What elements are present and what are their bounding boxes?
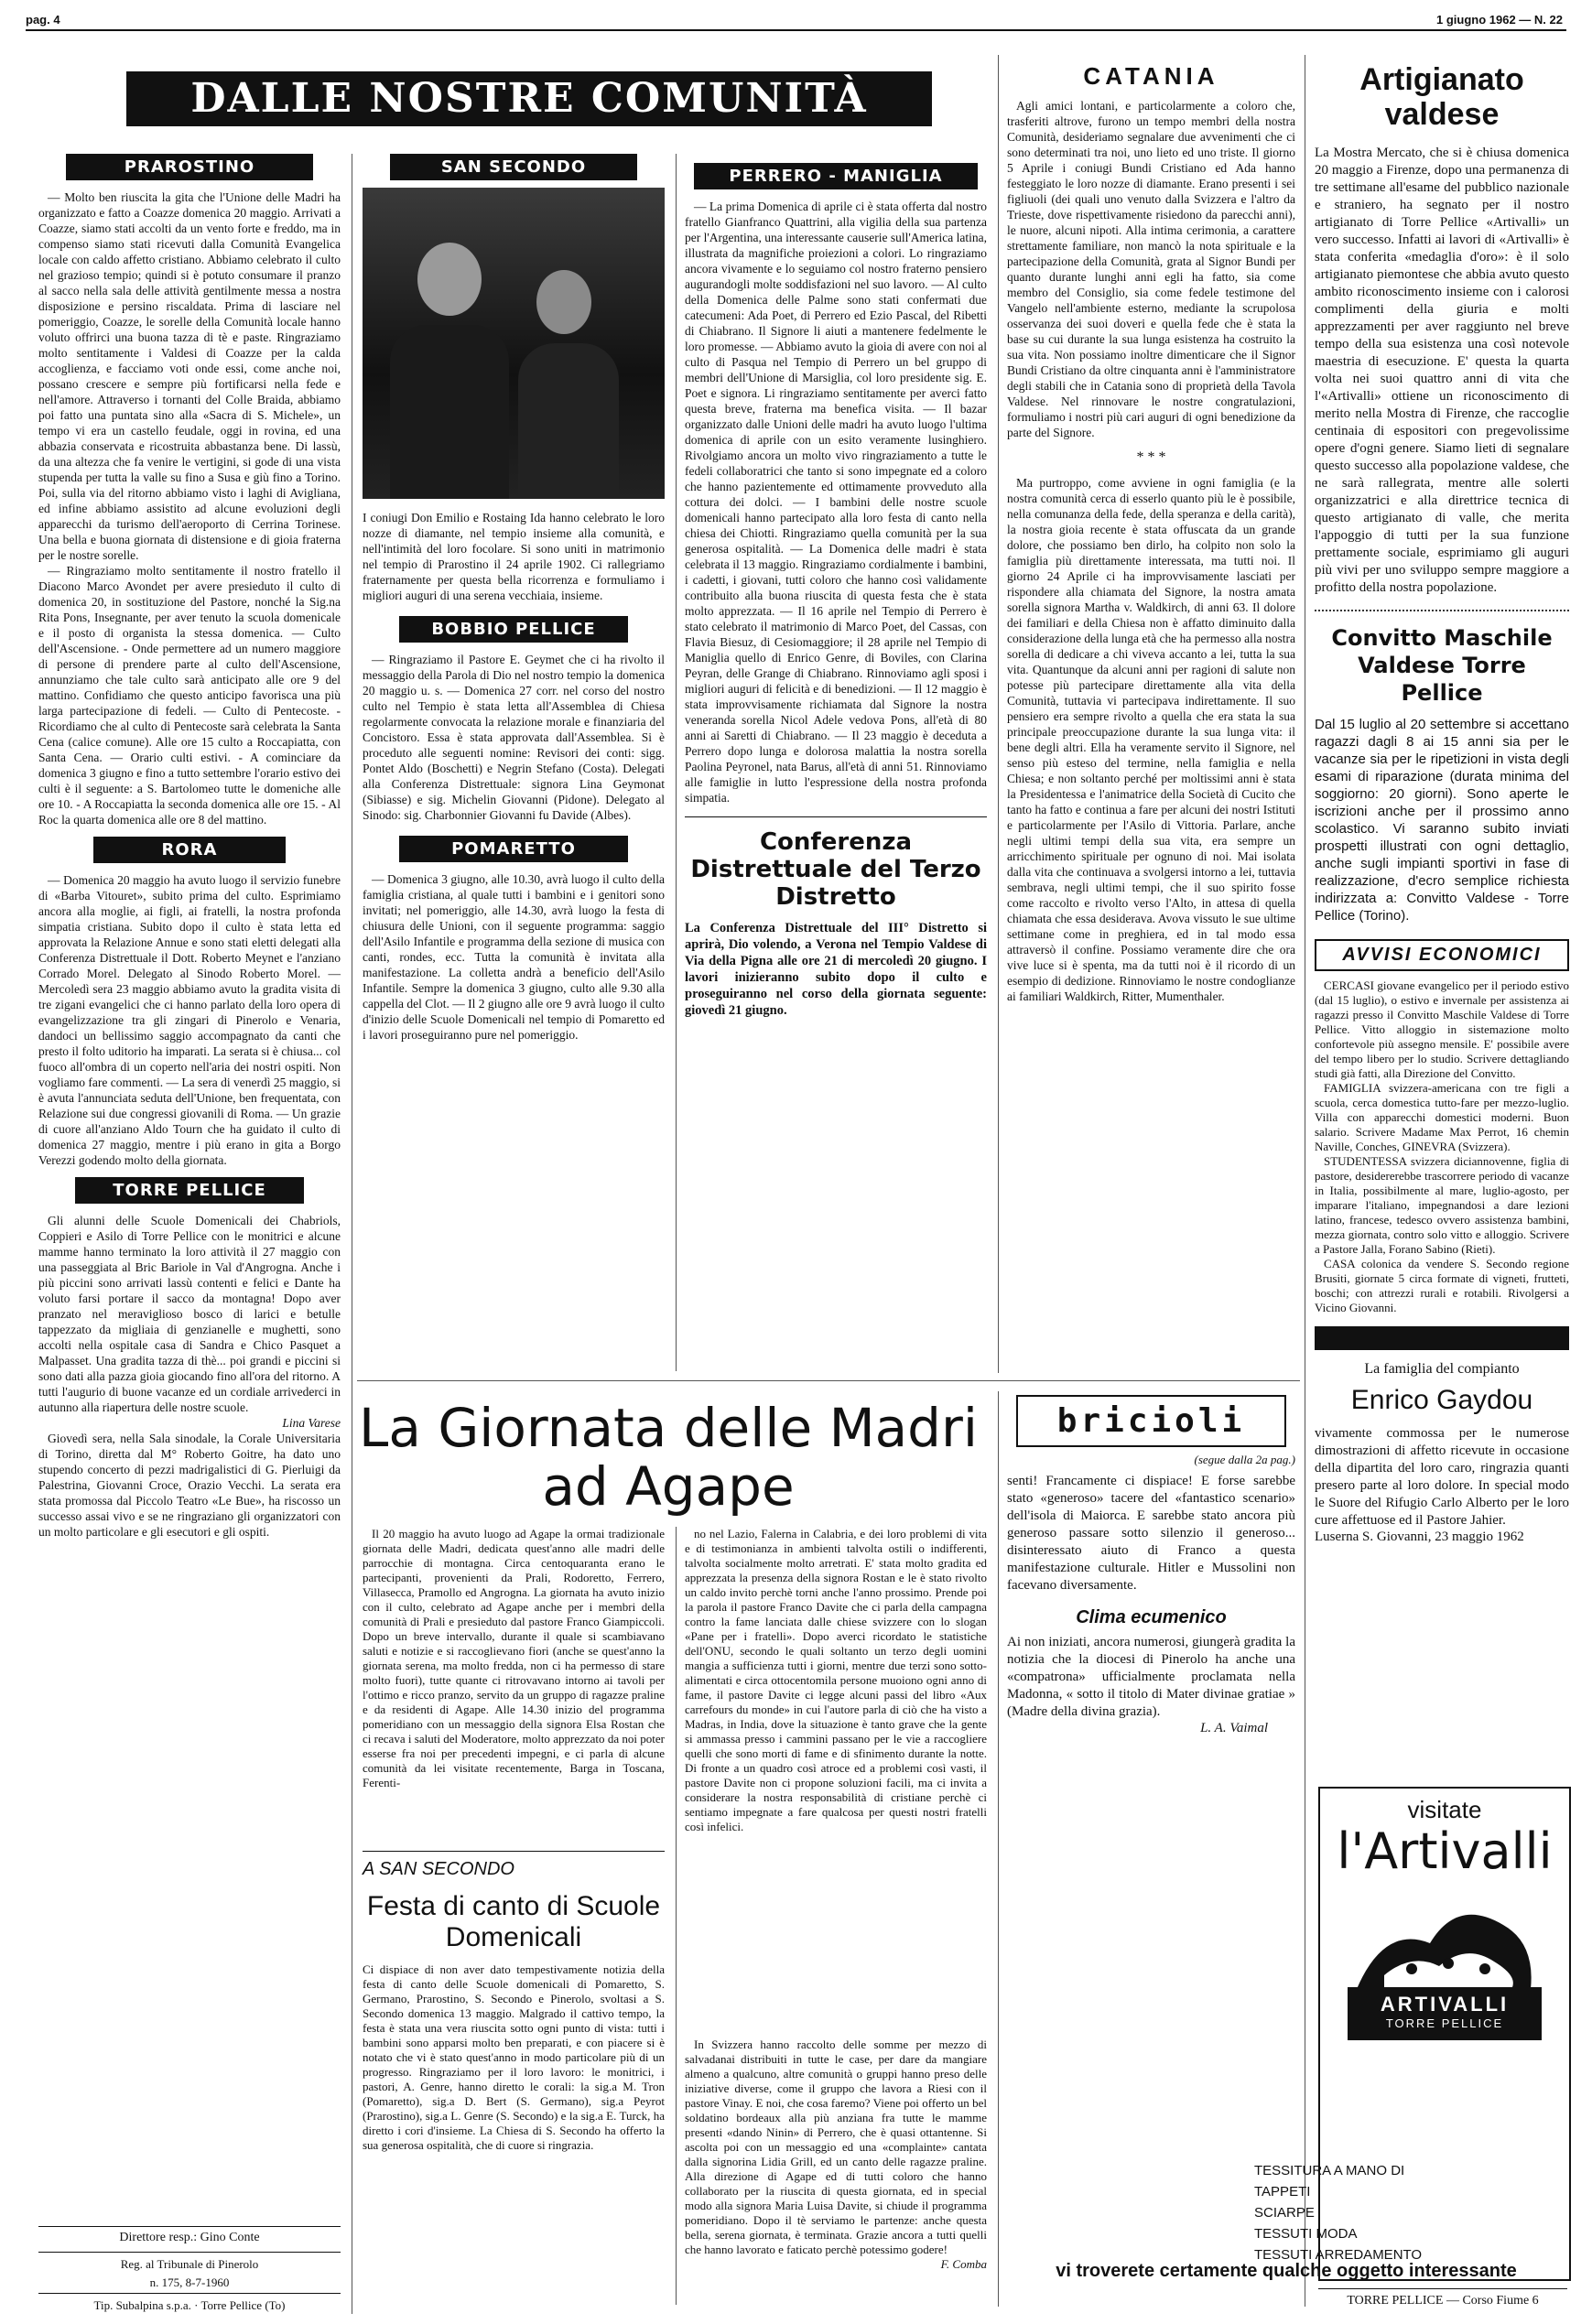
torre-pellice-heading: TORRE PELLICE	[75, 1177, 304, 1204]
classified-ad: STUDENTESSA svizzera diciannovenne, figlia di pastore, desidererebbe trascorrere periodo di vacanze in Italia, possibilmente al mare, luglio-agosto, per imparare l'italiano, impegnandosi a dare lezioni latino, francese, tedesco ovvero assistenza bambini, mezza giornata, contro solo vitto e alloggio. Scrivere a Pastore Jalla, Forano Sabino (Rieti).	[1315, 1154, 1569, 1256]
classified-ad: FAMIGLIA svizzera-americana con tre figli a scuola, cerca domestica tutto-fare per mezzo-luglio. Villa con apparecchi domestici moderni. Buon salario. Scrivere Madame Max Perrot, 16 chemin Naville, Conches, GINEVRA (Svizzera).	[1315, 1081, 1569, 1153]
bricioli-title: bricioli	[1016, 1395, 1286, 1447]
column-3	[685, 154, 987, 1019]
director: Direttore resp.: Gino Conte	[119, 2231, 260, 2244]
convitto-article: Dal 15 luglio al 20 settembre si accettano ragazzi dagli 8 ai 15 anni sia per le vacanze sia per le ripetizioni in vista degli esami di riparazione (durata minima del soggiorno: 20 giorni). Sono aperte le iscrizioni anche per il prossimo anno scolastico. Vi saranno subito inviati prospetti illustrati con ogni dettaglio, anche sugli impianti sportivi in fase di realizzazione, d'ecro semplice richiesta indirizzata a: Convitto Valdese - Torre Pellice (Torino).	[1315, 717, 1569, 924]
lutto-text: vivamente commossa per le numerose dimostrazioni di affetto ricevute in occasione della dipartita del loro caro, ringrazia quanti presero parte al loro dolore. In special modo le Suore del Rifugio Carlo Alberto per le loro cure affettuose ed il Pastore Jahier.	[1315, 1426, 1569, 1528]
article-text: — La prima Domenica di aprile ci è stata offerta dal nostro fratello Gianfranco Quattrini, alla vigilia della sua partenza per l'Argentina, una interessante causerie sull'America latina, illustrata da magnifiche proiezioni a colori. Lo ringraziamo ancora vivamente e lo seguiamo col nostro fraterno pensiero augurandogli molte soddisfazioni nel suo lavoro. — Al culto della Domenica delle Palme sono stati confermati due catecumeni: Ada Poet, di Perrero ed Ezio Pascal, del Ribetti di Chiabrano. Il Signore li aiuti a mantenere fedelmente le loro promesse. — Abbiamo avuto la gioia di avere con noi al culto di Pasqua nel Tempio di Perrero un bel gruppo di membri dell'Unione di Marsiglia, col loro presidente sig. E. Poet e signora. Li ringraziamo sentitamente per averci fatto questa breve, fraterna ma benefica visita. — Il bazar organizzato dalle Unioni delle madri ha avuto luogo l'ultima domenica di aprile con un esito veramente lusinghiero. Rivolgiamo ancora un molto vivo ringraziamento a tutte le fedeli collaboratrici che tanto si sono impegnate ed a coloro che hanno pazientemente ed ottimamente provveduto alla cottura dei dolci. — I bambini delle nostre scuole domenicali hanno partecipato alla loro festa di canto nella chiesa dei Chiotti. Ringraziamo quella comunità per la sua generosa ospitalità. — La Domenica delle madri è stata celebrata il 13 maggio. Ringraziamo cordialmente i bambini, i cadetti, i giovani, tutti coloro che hanno così validamente contribuito alla buona riuscita di questa festa che è stata molto apprezzata. — Il 16 aprile nel Tempio di Perrero è stato celebrato il matrimonio di Marco Poet, del Cassas, con Flavia Biesuz, di Cesiomaggiore; il 28 aprile nel Tempio di Maniglia quello di Enrico Genre, di Boviles, con Clarina Peyran, delle Grange di Chiabrano. Rinnoviamo agli sposi i migliori auguri di felicità e di benedizioni. — Il 12 maggio è stata improvvisamente richiamata dal Signore la nostra veneranda sorella Nicol Adele vedova Pons, all'età di 80 anni ai Saretti di Chiabrano. — Il 23 maggio è deceduta a Perrero dopo lunga e dolorosa malattia la nostra sorella Paolina Peyronel, nata Barus, all'età di anni 51. Rinnoviamo alle famiglie in lutto l'espressione della nostra profonda simpatia.	[685, 200, 987, 805]
logo-top-text: ARTIVALLI	[1380, 1993, 1510, 2016]
catania-article	[1007, 98, 1295, 440]
giornata-col-b	[685, 1527, 987, 1834]
giornata-title: La Giornata delle Madri ad Agape	[359, 1397, 978, 1518]
artigianato-article: La Mostra Mercato, che si è chiusa domenica 20 maggio a Firenze, dopo una permanenza di tre settimane all'esame del pubblico nazionale e straniero, ha segnato per il nostro artigianato di Torre Pellice «Artivalli» un vero successo. Infatti ai lavori di «Artivalli» è stata conferita «medaglia d'oro»: è il solo artigianato piemontese che abbia avuto questo ambito riconoscimento insieme con i calorosi complimenti della giuria e molti apprezzamenti per aver raggiunto nel breve tempo della sua esistenza una così notevole maestria di esecuzione. E' questa la quarta volta nei suoi quattro anni di vita che l'«Artivalli» ottiene un riconoscimento di merito nella Mostra di Firenze, che raccoglie centinaia di espositori con pregevolissime opere d'ogni genere. Siamo lieti di segnalare questo successo alla popolazione valdese, che ne sarà rallegrata, mentre alle solerti organizzatrici e alla direttrice tecnica di questo artigianato di valle, che merita l'appoggio di tutti per la sua funzione prettamente sociale, esprimiamo gli auguri più vivi per uno sviluppo sempre maggiore a profitto della nostra popolazione.	[1315, 146, 1569, 595]
article-text: Ma purtroppo, come avviene in ogni famiglia (e la nostra comunità cerca di esserlo quanto più le è possibile, nella comunanza della fede, della speranza e della carità), la nostra gioia recente è stata offuscata da un grande dolore, che possiamo ben dirlo, ha colpito non solo la famiglia più direttamente interessata, ma tutti noi. Il giorno 24 Aprile ci ha improvvisamente lasciati per rispondere alla chiamata del Signore, la nostra amata sorella signora Martha v. Waldkirch, di anni 63. Il dolore dei familiari e della Chiesa non è affatto diminuito dalla considerazione della lunga età che ha permesso alla nostra sorella di dedicare a chi viveva accanto a lei, tutta la sua vita. Quantunque da alcuni anni per ragioni di salute non potesse più partecipare direttamente alla vita della Comunità, tuttavia vi partecipava indirettamente. Il suo pensiero era sempre rivolto a quella che era stata la sua principale preoccupazione durante la sua lunga vita: il bene degli altri. Ella ha veramente servito il Signore, nel senso più esteso del termine, nella famiglia e nella Chiesa; e non soltanto perché per moltissimi anni è stata la Presidentessa e l'animatrice della Società di Cucito che tanto ha fatto e continua a fare per alcuni dei nostri Istituti e particolarmente per l'Asilo di Vittoria. Parlare, anche negli ultimi tempi della sua vita, era sempre un arricchimento spirituale per ognuno di noi. Mai isolata dalla vita che continuava a svolgersi intorno a lei, tuttavia sembrava, negli ultimi tempi, che il suo spirito fosse come raccolto e rivolto verso l'Alto, in attesa di quella chiamata che essa desiderava. Avova vissuto le sue ultime settimane come in preghiera, ed in tal modo essa attraversò il confine. Possiamo veramente dire che ora vive luce si è spenta, ma da tutti noi è il ricordo di un esempio di dedizione. Rinnoviamo le nostre condoglianze ai familiari Waldkirch, Ritter, Mumenthaler.	[1007, 476, 1295, 1003]
signature: Lina Varese	[282, 1416, 341, 1430]
article-text: — Domenica 3 giugno, alle 10.30, avrà luogo il culto della famiglia cristiana, al quale tutti i bambini e i genitori sono invitati; nel pomeriggio, alle 14.30, avrà luogo la festa di chiusura delle Unioni, con il seguente programma: saggio dell'Asilo Infantile e programma della sezione di musica con canti, rondes, ecc. Tutta la comunità è invitata alla manifestazione. La colletta andrà a beneficio dell'Asilo Infantile. Sempre la domenica 3 giugno, culto alle 9.30 alla cappella del Clot. — Il 2 giugno alle ore 9 avrà luogo il culto d'inizio delle Scuole Domenicali nel tempio di Pomaretto ed i lavori proseguiranno pure nel pomeriggio.	[363, 872, 665, 1042]
ad-item: TESSUTI ARREDAMENTO	[1254, 2247, 1423, 2263]
pomaretto-heading: POMARETTO	[399, 836, 628, 862]
bricioli-section	[1007, 1395, 1295, 1736]
separator-stars: * * *	[1136, 449, 1166, 465]
bobbio-pellice-heading: BOBBIO PELLICE	[399, 616, 628, 643]
article-text: — Molto ben riuscita la gita che l'Unione delle Madri ha organizzato e fatto a Coazze domenica 20 maggio. Arrivati a Coazze, siamo stati accolti da un vento forte e freddo, ma in compenso siamo stati ricevuti dalla Comunità Evangelica locale con caldo affetto cristiano. Abbiamo celebrato il culto nel grazioso tempio; quindi si è potuto consumare il pranzo al sacco nella sala delle attività gentilmente messa a nostra disposizione e persino riscaldata. Prima di lasciare nel pomeriggio, Coazze, le sorelle della Comunità locale hanno voluto offrirci una buona tazza di tè e paste. Ringraziamo molto sentitamente i Valdesi di Coazze per la calda accoglienza, e facciamo voti onde essi, come anche noi, possano crescere e sempre più fortificarsi nella fede e nell'amore. Attraverso i tornanti del Colle Braida, abbiamo poi fatto una puntata sino alla «Sacra di S. Michele», un tempo vi era un castello feudale, oggi in rovina, ed una abbazia conservata e ricostruita abbastanza bene. Di lassù, da una altezza che fa venire le vertigini, si gode di una vista stupenda per tutta la valle su fino a Susa e giù fino a Torino. Poi, sulla via del ritorno abbiamo visto i laghi di Avigliana, ed infine abbiamo assistito ad alcune evoluzioni degli apparecchi da turismo dell'aeroporto di Cerrina Torinese. Una bella e buona giornata di distensione e di gioia fraterna per le nostre sorelle.	[38, 190, 341, 562]
photo-caption: I coniugi Don Emilio e Rostaing Ida hanno celebrato le loro nozze di diamante, nel tempio insieme alla comunità, e nell'intimità del loro focolare. Si sono uniti in matrimonio nel tempio di Prarostino il 24 aprile 1902. Ci rallegriamo fraternamente per questa bella ricorrenza e formuliamo i migliori auguri di una serena vecchiaia, insieme.	[363, 511, 665, 602]
section-banner: DALLE NOSTRE COMUNITÀ	[126, 71, 932, 126]
artigianato-title: Artigianato valdese	[1359, 62, 1524, 132]
couple-photo	[363, 188, 665, 499]
ad-tagline: vi troverete certamente qualche oggetto interessante	[1056, 2261, 1517, 2281]
ad-visitate: visitate	[1407, 1796, 1482, 1823]
festa-title: Festa di canto di Scuole Domenicali	[366, 1891, 661, 1952]
festa-text: Ci dispiace di non aver dato tempestivamente notizia della festa di canto delle Scuole domenicali di Pomaretto, S. Germano, Prarostino, S. Secondo e Pinerolo, svoltasi a S. Secondo domenica 13 maggio. Malgrado il cattivo tempo, la festa è stata una vera riuscita sotto ogni punto di vista: tutti i bambini sono apparsi molto ben preparati, e con piacere si è notato che vi è stato quest'anno in modo particolare più di un progresso. Ringraziamo per il loro lavoro: le monitrici, i pastori, A. Genre, hanno diretto le corali: la sig.a M. Tron (Pomaretto), sig.a D. Bert (S. Germano), sig.a Peyrot (Prarostino), sig.a L. Genre (S. Secondo) e la sig.a E. Turck, ha diretto i cori d'insieme. La Chiesa di S. Secondo ha offerto la sua generosa ospitalità, che di cuore si ringrazia.	[363, 1962, 665, 2152]
classified-ad: CASA colonica da vendere S. Secondo regione Brusiti, giornate 5 circa formate di vigneti, frutteti, boschi; con attrezzi rurali e rotabili. Rivolgersi a Vicino Giovanni.	[1315, 1257, 1569, 1314]
article-text: — Ringraziamo molto sentitamente il nostro fratello il Diacono Marco Avondet per avere presieduto il culto di domenica 20, in sostituzione del Pastore, nonché la Sig.na Rita Pons, Insegnante, per aver tenuto la scuola domenicale e il posto di organista la stessa domenica. — Culto dell'Ascensione. - Onde permettere ad un numero maggiore di persone di prendere parte al culto dell'Ascensione, annunziamo che tale culto sarà anticipato alle ore 9 del mattino. Confidiamo che questo anticipo favorisca una più larga partecipazione di fedeli. — Culto di Pentecoste. - Ricordiamo che al culto di Pentecoste sarà celebrata la Santa Cena (calice comune). Alle ore 15 culto a Roccapiatta, con Santa Cena. — Orario culti estivi. - A cominciare da domenica 3 giugno e fino a tutto settembre l'orario estivo dei culti è il seguente: a S. Bartolomeo tutte le domeniche alle ore 10. - A Roccapiatta la seconda domenica alle ore 15. - Al Roc la quarta domenica alle ore 8 del mattino.	[38, 564, 341, 827]
giornata-col-a	[363, 1527, 665, 1790]
lutto-intro: La famiglia del compianto	[1364, 1361, 1520, 1377]
torre-pellice-article	[38, 1213, 341, 1540]
avvisi-heading: AVVISI ECONOMICI	[1315, 939, 1569, 971]
conference-text: La Conferenza Distrettuale del III° Distretto si aprirà, Dio volendo, a Verona nel Tempio Valdese di Via della Pigna alle ore 21 di mercoledì 20 giugno. I lavori inizieranno subito dopo il culto e proseguiranno nel corso della giornata seguente: giovedì 21 giugno.	[685, 921, 987, 1018]
column-4	[1007, 62, 1295, 1004]
bricioli-text: senti! Francamente ci dispiace! E forse sarebbe stato «generoso» tacere del «fantastico scenario» dell'isola di Maiorca. E sarebbe stato ancora più generoso passare sotto silenzio il generoso... disinteressato aiuto di Franco a questa manifestazione culturale. Hitler e Mussolini non facevano diversamente.	[1007, 1474, 1295, 1593]
ad-item: SCIARPE	[1254, 2205, 1315, 2221]
catania-article-2	[1007, 475, 1295, 1004]
logo-bottom-text: TORRE PELLICE	[1385, 2016, 1504, 2030]
registration-line-1: Reg. al Tribunale di Pinerolo	[120, 2257, 259, 2271]
article-text: no nel Lazio, Falerna in Calabria, e dei loro problemi di vita e di testimonianza in ambienti talvolta ostili o indifferenti, talvolta socialmente molto arretrati. E' stata molto gradita ed apprezzata la presenza della signora Rostan e le è stato rivolto un caldo invito perchè torni anche l'anno prossimo. Prende poi la parola il pastore Franco Davite che ci parla della campagna contro la fame lanciata dalle chiese svizzere con lo slogan «Pane per i fratelli». Dopo averci ricordato le statistiche dell'ONU, secondo le quali soltanto un terzo degli uomini mangia a sufficienza tutti i giorni, mentre due terzi sono sotto-alimentati e circa ottocentomila persone muoiono ogni anno di fame, il pastore Davite ci legge alcuni passi del libro «Aux carrefours du monde» in cui l'autore parla di ciò che ha visto a Madras, in India, dove la situazione è tanto grave che la gente si ammassa presso i cammini passano per le vie a raccogliere quelli che sono morti di fame e di sfinimento durante la notte. Di fronte a un quadro così atroce ed a problemi così vasti, il pastore Davite non ci propone soluzioni facili, ma ci invita a considerare la nostra responsabilità di cristiane perchè ci sentiamo impegnate a fare qualcosa per questi nostri fratelli così infelici.	[685, 1527, 987, 1833]
issue-date: 1 giugno 1962 — N. 22	[1436, 13, 1563, 27]
ad-item: TESSUTI MODA	[1254, 2226, 1358, 2242]
ad-item: TESSITURA A MANO DI	[1254, 2163, 1405, 2178]
ad-item: TAPPETI	[1254, 2184, 1311, 2200]
article-text: — Ringraziamo il Pastore E. Geymet che ci ha rivolto il messaggio della Parola di Dio nel nostro tempio la domenica 20 maggio u. s. — Domenica 27 corr. nel corso del nostro culto nel Tempio è stata letta all'Assemblea di Chiesa regolarmente convocata la relazione morale e finanziaria del Concistoro. Essa è stata approvata dall'Assemblea. Si è proceduto alle seguenti nomine: Revisori dei conti: sigg. Pontet Aldo (Boschetti) e Negrin Stefano (Costa). Delegati alla Conferenza Distrettuale: signora Lina Geymonat (Sibiasse) e sig. Michelin Giovanni (Pidone). Delegato al Sinodo: sig. Charbonnier Giovanni fu Davide (Albes).	[363, 653, 665, 822]
page-number: pag. 4	[26, 13, 60, 27]
column-5	[1315, 62, 1569, 1545]
catania-heading: CATANIA	[1083, 62, 1219, 90]
artivalli-logo	[1348, 1888, 1542, 2044]
registration-line-2: n. 175, 8-7-1960	[149, 2275, 230, 2289]
prarostino-article	[38, 189, 341, 827]
article-text: — Domenica 20 maggio ha avuto luogo il servizio funebre di «Barba Vitouret», subito prima del culto. Esprimiamo ancora alla moglie, ai figli, ai fratelli, la nostra profonda simpatia cristiana. Subito dopo il culto è stata letta ed approvata la Relazione Annue e sono stati eletti delegati alla Conferenza Distrettuale il Dott. Roberto Meynet e l'anziano Corrado Morel. Delegato al Sinodo Roberto Morel. — Mercoledì sera 23 maggio abbiamo avuto la gradita visita di tre zigani evangelici che ci hanno parlato della loro opera di evangelizzazione tra gli zingari di Pinerolo e Venaria, dandoci un bellissimo saggio accompagnato da canti che presto il folto uditorio ha imparati. La serata si è chiusa... col fuoco all'ombra di un coperto nell'aria dei nostri ospiti. Non vogliamo fare commenti. — La sera di venerdì 25 maggio, si è avuta l'annunciata seduta dell'Unione, ben frequentata, con Relazione sui due congressi giovanili di Roma. — Un grazie di cuore all'anziano Aldo Tourn che ha guidato il culto di domenica 27 maggio, mentre i più erano in gita a Borgo Verezzi godendo molto della giornata.	[38, 873, 341, 1167]
rora-article	[38, 872, 341, 1168]
prarostino-heading: PRAROSTINO	[66, 154, 313, 180]
conference-title: Conferenza Distrettuale del Terzo Distretto	[690, 828, 981, 911]
bricioli-subtitle: (segue dalla 2a pag.)	[1194, 1453, 1295, 1466]
article-text: In Svizzera hanno raccolto delle somme per mezzo di salvadanai distribuiti in tutte le case, per dare da mangiare almeno a qualcuno, altre comunità o gruppi hanno preso delle iniziative diverse, come il gruppo che lavora a Riesi con il pastore Vinay. E noi, che cosa faremo? Viene poi offerto un bel soldatino bordeaux alla più anziana fra tutte le mamme presenti «dando Ninin» di Perrero, che è quasi ottantenne. Si ascolta poi con un messaggio ed una «complainte» cantata dalla signorina Lidia Grill, ed un canto delle ragazze praline. Alla direzione di Agape ed di tutti coloro che hanno collaborato per la riuscita di questa giornata, ed in special modo alla signora Maria Luisa Davite, si chiude il programma pomeridiano. Dopo il tè serviamo le partenze: anche questa bella, serena giornata, è terminata. Grazie ancora a tutti quelli che hanno lavorato e faticato perchè potessimo godere!	[685, 2038, 987, 2256]
convitto-title: Convitto Maschile Valdese Torre Pellice	[1331, 625, 1553, 706]
giornata-signature: F. Comba	[940, 2257, 987, 2271]
ad-footer: TORRE PELLICE — Corso Fiume 6	[1347, 2294, 1539, 2308]
article-text: Agli amici lontani, e particolarmente a coloro che, trasferiti altrove, furono un tempo membri della nostra Comunità, desideriamo segnalare due avvenimenti che ci sono determinati tra noi, uno lieto ed uno triste. Il giorno 5 Aprile i coniugi Bundi Cristiano ed Ada hanno festeggiato le loro nozze di diamante. Erano presenti i sei figliuoli (dei quali uno venuto dalla Svizzera e l'altro da Trieste, dove rispettivamente risiedono da parecchi anni), le nuore, alcuni nipoti. Alla intima cerimonia, a carattere strettamente familiare, non mancò la nota spirituale e la partecipazione della Comunità, grata al Signor Bundi per quanto durante lunghi anni egli ha fatto, sia come membro del Consiglio, sia come fedele testimone del Vangelo nell'ambiente esterno, mediante la scrupolosa osservanza dei suoi doveri e quella fede che è stata la base su cui durante la sua lunga esistenza ha costruito la sua vita. Non possiamo inoltre dimenticare che il Signor Bundi Cristiano da oltre cinquanta anni è l'amministratore degli stabili che in Catania sono di proprietà della Tavola Valdese. Nel rinnovare le nostre congratulazioni, formuliamo i nostri più cari auguri di ogni benedizione da parte del Signore.	[1007, 99, 1295, 439]
lutto-name: Enrico Gaydou	[1350, 1385, 1533, 1415]
rora-heading: RORA	[93, 837, 286, 863]
lutto-date: Luserna S. Giovanni, 23 maggio 1962	[1315, 1530, 1524, 1544]
article-text: Gli alunni delle Scuole Domenicali dei Chabriols, Coppieri e Asilo di Torre Pellice con le monitrici e alcune mamme hanno terminato la loro attività il 27 maggio con una passeggiata al Bric Bariole in Val d'Angrogna. Anche i più piccini sono arrivati lassù contenti e felici e Dante ha voluto farsi portare il sacco da montagna! Dopo aver pranzato nel meraviglioso bosco di larici e betulle tappezzato da migliaia di genzianelle e mughetti, sono accolti nella ospitale casa di Sandra e Chico Pasquet a Malpasset. Una gradita tazza di thè... poi grandi e piccini si sono dati alla pazza gioia giocando fino all'ora del ritorno. A tutti l'augurio di buone vacanze ed un cordiale arrivederci in autunno alla riapertura delle nostre scuole.	[38, 1214, 341, 1414]
perrero-maniglia-heading: PERRERO - MANIGLIA	[694, 163, 978, 189]
perrero-article	[685, 199, 987, 805]
ad-item-list	[1254, 2160, 1565, 2265]
clima-signature: L. A. Vaimal	[1200, 1721, 1268, 1735]
festa-article	[363, 1851, 665, 2153]
giornata-col-c	[685, 2038, 987, 2272]
classified-ad: CERCASI giovane evangelico per il periodo estivo (dal 15 luglio), o estivo e invernale per assistenza ai ragazzi presso il Convitto Maschile Valdese di Torre Pellice. Vitto alloggio in sistemazione molto confortevole più assegno mensile. E' possibile avere del tempo libero per lo studio. Scrivere dettagliando studi già fatti, alla Direzione del Convitto.	[1315, 978, 1569, 1080]
festa-kicker: A SAN SECONDO	[363, 1859, 514, 1879]
bobbio-article	[363, 652, 665, 823]
pomaretto-article	[363, 871, 665, 1043]
avvisi-list	[1315, 978, 1569, 1315]
san-secondo-heading: SAN SECONDO	[390, 154, 637, 180]
column-1	[38, 154, 341, 1540]
article-text: Giovedì sera, nella Sala sinodale, la Corale Universitaria di Torino, diretta dal M° Roberto Goitre, ha dato uno stupendo concerto di pezzi madrigalistici di G. Pierluigi da Palestrina, Giovanni Croce, Orazio Vecchi. La serata era stata promossa dal Piccolo Teatro «Le Bue», ha riscosso un successo assai vivo e se ne ringraziano gli organizzatori con un molto particolare e gli esecutori e gli ospiti.	[38, 1432, 341, 1539]
clima-text: Ai non iniziati, ancora numerosi, giungerà gradita la notizia che la diocesi di Pinerolo ha anche una «compatrona» ufficialmente proclamata nella Madonna, « sotto il titolo di Mater divinae gratiae » (Madre della divina grazia).	[1007, 1635, 1295, 1719]
article-text: Il 20 maggio ha avuto luogo ad Agape la ormai tradizionale giornata delle Madri, dedicata quest'anno alle madri delle parrocchie di montagna. Circa centoquaranta erano le partecipanti, provenienti da Prali, Rodoretto, Ferrero, Villasecca, Pramollo ed Angrogna. La giornata ha avuto inizio con il culto, celebrato ad Agape anche per i membri della comunità di Prali e presieduto dal pastore Franco Giampiccoli. Dopo un breve intervallo, durante il quale si scambiavano saluti e notizie e si raccoglievano fiori (anche se quest'anno la giornata serena, ma molto fredda, non ci ha permesso di stare molto fuori), tutte quante ci ritrovavano intorno ai tavoli per l'ottimo e ricco pranzo, servito da un gruppo di ragazze praline e da residenti di Agape. Alle 14.30 inizio del programma pomeridiano con un messaggio della signora Elsa Rostan che ci recava i saluti del Moderatore, molto apprezzato da noi poter esserse fra noi per precedenti impegni, e ci parla di alcune comunità da lei visitate recentemente, Barga in Toscana, Ferenti-	[363, 1527, 665, 1789]
clima-title: Clima ecumenico	[1076, 1607, 1227, 1627]
ad-brand: l'Artivalli	[1337, 1822, 1553, 1880]
column-2	[363, 154, 665, 1043]
printer: Tip. Subalpina s.p.a. · Torre Pellice (To)	[93, 2298, 286, 2312]
